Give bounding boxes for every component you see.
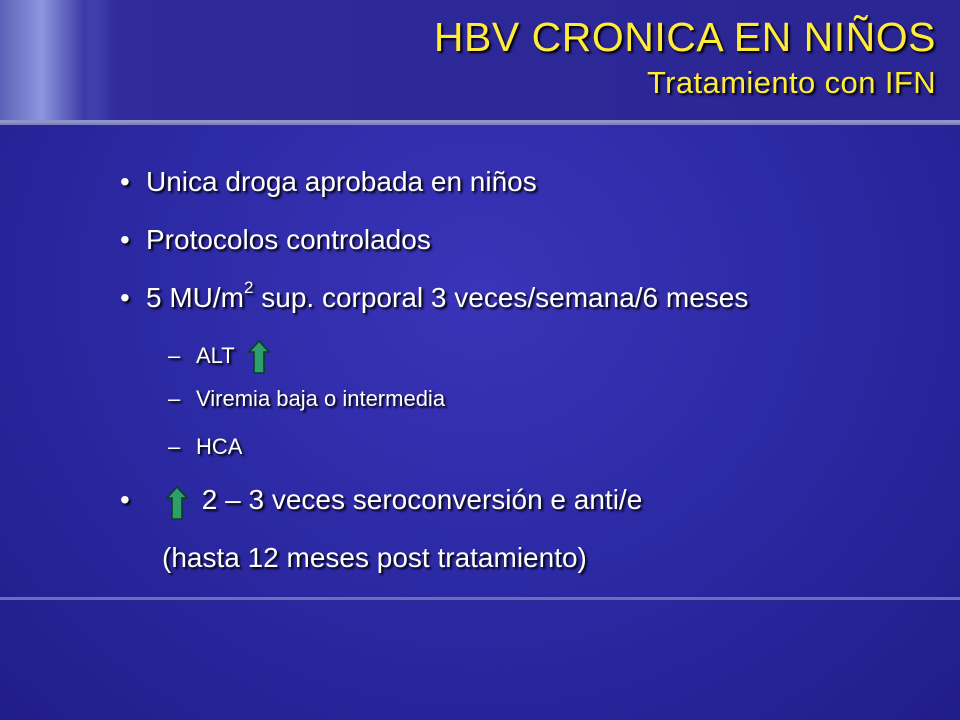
bullet-marker: • — [120, 484, 130, 515]
bullet-item-3 — [120, 278, 749, 313]
bullet-text-2: Protocolos controlados — [146, 224, 431, 255]
dash-marker: – — [168, 434, 181, 459]
bullet-marker: • — [120, 166, 130, 197]
slide-title: HBV CRONICA EN NIÑOS — [433, 14, 936, 60]
bullet-item-1 — [120, 168, 537, 196]
bullet-text-1: Unica droga aprobada en niños — [146, 166, 537, 197]
bullet-text-4-continuation: (hasta 12 meses post tratamiento) — [162, 542, 587, 573]
sub-bullet-item-1 — [168, 340, 270, 374]
bullet-text-4: 2 – 3 veces seroconversión e anti/e — [201, 484, 643, 515]
header-rule — [0, 123, 960, 125]
up-arrow-icon — [248, 340, 270, 374]
bullet-item-4-continuation — [162, 544, 587, 572]
bullet-text-3-superscript: 2 — [244, 278, 254, 297]
footer-rule — [0, 597, 960, 600]
bullet-text-3-suffix: sup. corporal 3 veces/semana/6 meses — [253, 282, 749, 313]
sub-bullet-text-2: Viremia baja o intermedia — [196, 386, 446, 411]
slide-subtitle: Tratamiento con IFN — [647, 65, 936, 100]
dash-marker: – — [168, 386, 181, 411]
sub-bullet-item-2 — [168, 388, 445, 410]
dash-marker: – — [168, 343, 181, 368]
header-edge-decoration — [0, 0, 120, 120]
bullet-text-3-prefix: 5 MU/m — [146, 282, 244, 313]
slide-title-block — [433, 14, 936, 100]
bullet-marker: • — [120, 282, 130, 313]
bullet-marker: • — [120, 224, 130, 255]
bullet-item-2 — [120, 226, 431, 254]
sub-bullet-item-3 — [168, 436, 242, 458]
bullet-item-4 — [120, 486, 642, 520]
up-arrow-icon — [166, 486, 188, 520]
sub-bullet-text-3: HCA — [196, 434, 243, 459]
sub-bullet-text-1: ALT — [196, 343, 235, 368]
